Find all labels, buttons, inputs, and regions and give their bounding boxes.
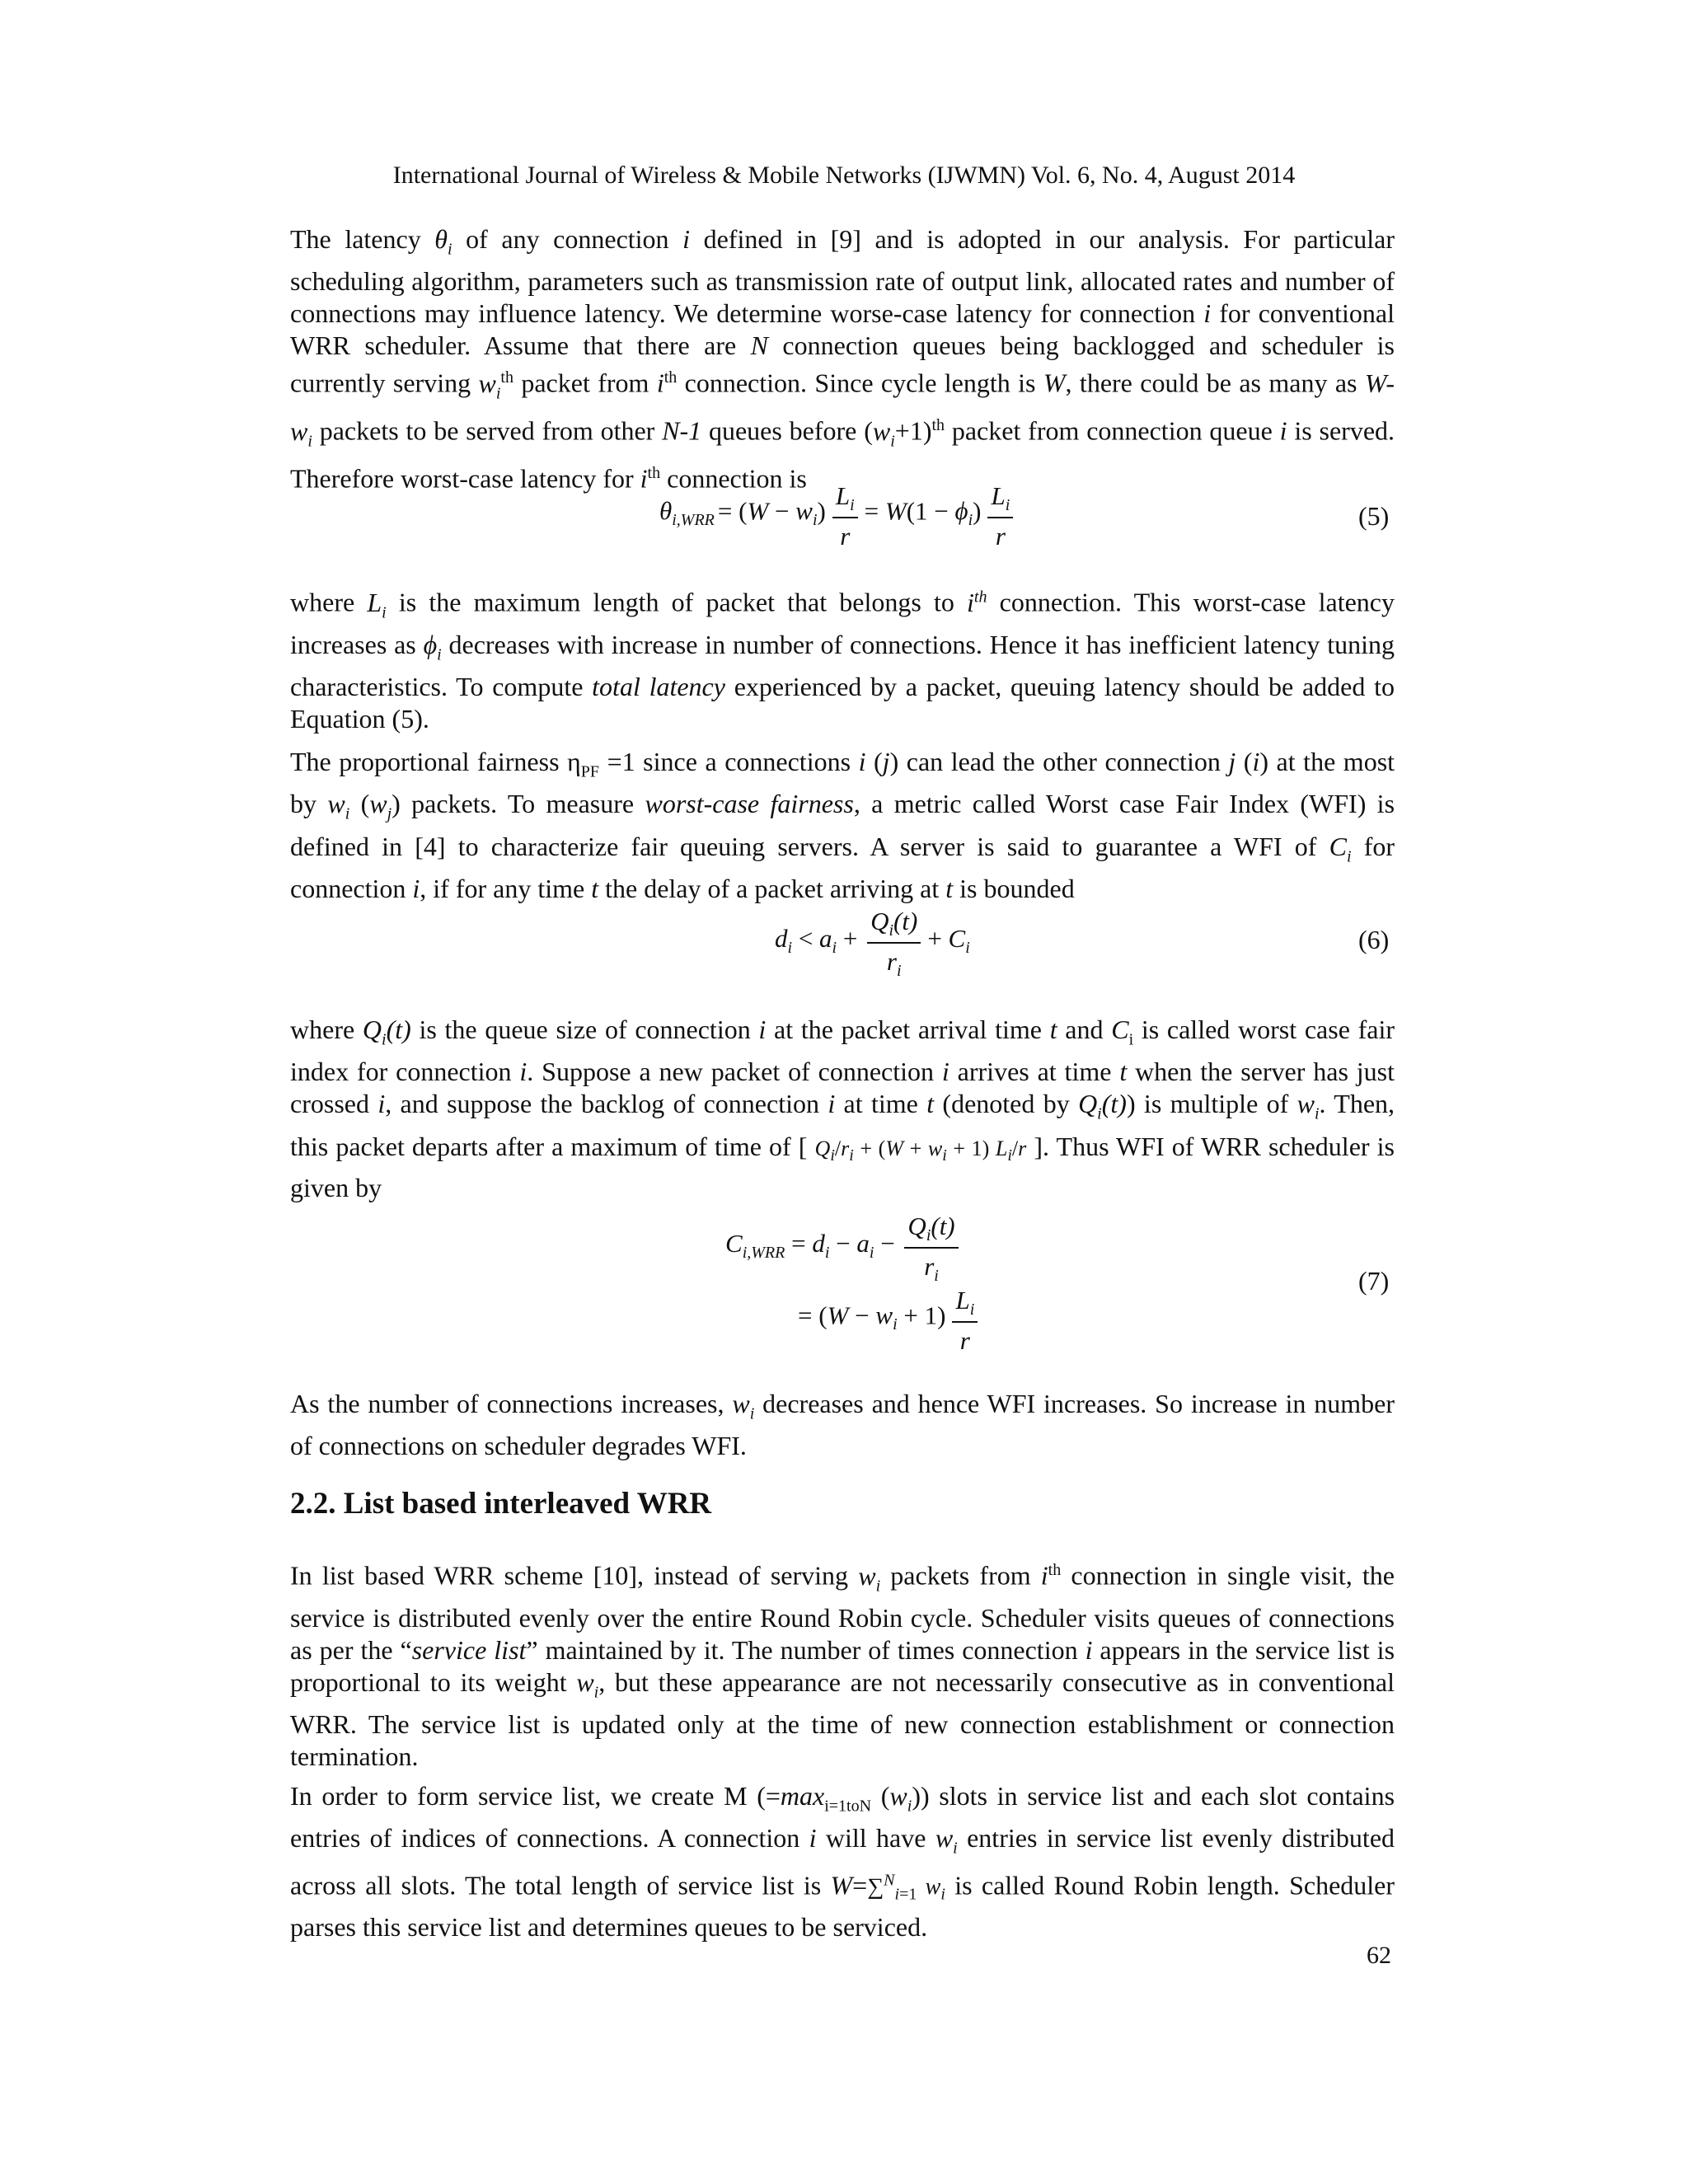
paragraph-worst-case-latency: where $L_i$ is the maximum length of packet that belongs to $i^{th}$ connection. This worst-case latency increases as $\phi_i$ decreases with increase in number of connections. Hence it has inefficient latency tuning characteristics. To compute total latency experienced by a packet, queuing latency should be added to Equation (5). [290, 587, 1395, 734]
page-number: 62 [1367, 1942, 1391, 1969]
paragraph-proportional-fairness: The proportional fairness $\eta_{PF} =1$ since a connections i (j) can lead the other connection j (i) at the most by $w_i$ $(w_j)$ packets. To measure worst-case fairness, a metric called Worst case Fair Index (WFI) is defined in [4] to characterize fair queuing servers. A server is said to guarantee a WFI of $C_i$ for connection i, if for any time t the delay of a packet arriving at t is bounded [290, 747, 1395, 904]
equation-6: $d_i < a_i$ + $\frac{Q_i(t)}{r_i}$ + $C_i$ [775, 907, 970, 981]
paragraph-wfi-degradation: As the number of connections increases, $w_i$ decreases and hence WFI increases. So increase in number of connections on scheduler degrades WFI. [290, 1389, 1395, 1461]
equation-6-number: (6) [1358, 925, 1390, 954]
equation-5-number: (5) [1358, 501, 1390, 531]
equation-7-number: (7) [1358, 1266, 1390, 1296]
paragraph-service-list-formation: In order to form service list, we create M ($=\max_{i=1toN}$ $(w_i)$) slots in service list and each slot contains entries of indices of connections. A connection i will have $w_i$ entries in service list evenly distributed across all slots. The total length of service list is W=∑$^N_{i=1}$ $w_i$ is called Round Robin length. Scheduler parses this service list and determines queues to be serviced. [290, 1781, 1395, 1942]
equation-5: $\theta_{i,WRR} = (W - w_i)$ $\frac{L_i}{r}$ = $W(1 - \phi_i)$ $\frac{L_i}{r}$ [659, 481, 1071, 555]
section-heading: 2.2. List based interleaved WRR [290, 1487, 712, 1521]
paragraph-list-based-wrr: In list based WRR scheme [10], instead of serving $w_i$ packets from $i^{th}$ connection in single visit, the service is distributed evenly over the entire Round Robin cycle. Scheduler visits queues of connections as per the “service list” maintained by it. The number of times connection i appears in the service list is proportional to its weight $w_i$, but these appearance are not necessarily consecutive as in conventional WRR. The service list is updated only at the time of new connection establishment or connection termination. [290, 1560, 1395, 1772]
paragraph-latency-definition: The latency $\theta_i$ of any connection i defined in [9] and is adopted in our analysis. For particular scheduling algorithm, parameters such as transmission rate of output link, allocated rates and number of connections may influence latency. We determine worse-case latency for connection i for conventional WRR scheduler. Assume that there are N connection queues being backlogged and scheduler is currently serving $w_i^{th}$ packet from $i^{th}$ connection. Since cycle length is W, there could be as many as $W-w_i$ packets to be served from other N-1 queues before $(w_i+1)^{th}$ packet from connection queue i is served. Therefore worst-case latency for $i^{th}$ connection is [290, 224, 1395, 494]
equation-7-line-2: = $(W - w_i + 1)$ $\frac{L_i}{r}$ [798, 1286, 1111, 1352]
equation-7-line-1: $C_{i,WRR} = d_i - a_i$ − $\frac{Q_i(t)}{r_i}$ [725, 1212, 1104, 1277]
paragraph-wfi-derivation: where $Q_i(t)$ is the queue size of connection i at the packet arrival time t and $C_i$ is called worst case fair index for connection i. Suppose a new packet of connection i arrives at time t when the server has just crossed i, and suppose the backlog of connection i at time t (denoted by $Q_i(t)$) is multiple of $w_i$. Then, this packet departs after a maximum of time of [ $Q_i/r_i + (W + w_i + 1)$ $L_i/r$ ]. Thus WFI of WRR scheduler is given by [290, 1015, 1395, 1202]
running-header: International Journal of Wireless & Mobile Networks (IJWMN) Vol. 6, No. 4, August 2014 [392, 162, 1296, 189]
